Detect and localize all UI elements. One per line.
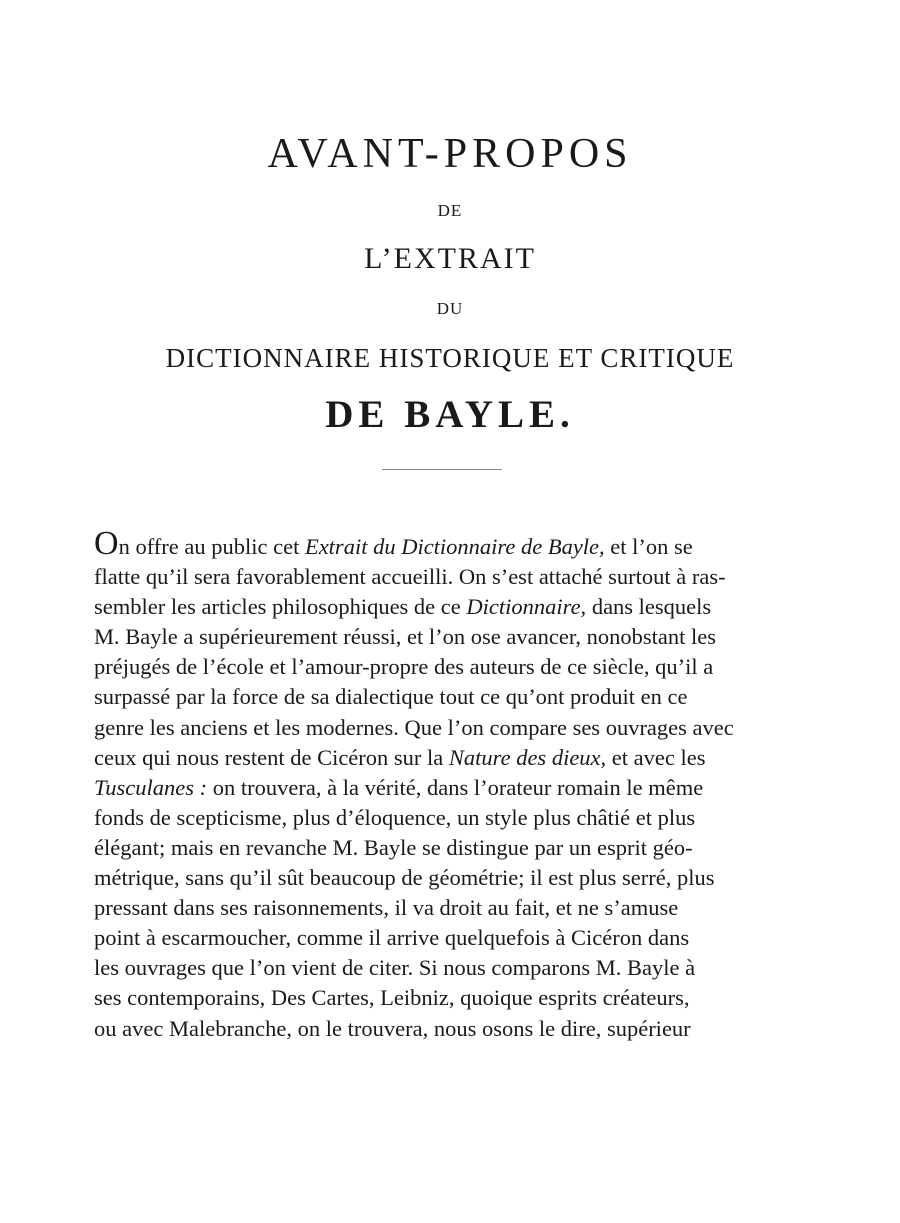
text-line: [94, 592, 800, 622]
text-line: [94, 773, 800, 803]
main-title: AVANT-PROPOS: [267, 131, 633, 177]
text-line: flatte qu’il sera favorablement accueilli. On s’est attaché surtout à ras-: [94, 564, 726, 590]
text-run: ceux qui nous restent de Cicéron sur la: [94, 744, 449, 770]
divider-rule: [382, 469, 502, 470]
title-de: DE: [437, 201, 463, 220]
text-run: dans lesquels: [586, 594, 712, 620]
title-du: DU: [436, 299, 464, 318]
drop-cap: O: [94, 525, 119, 562]
italic-title: Tusculanes :: [94, 774, 208, 800]
title-dictionnaire: DICTIONNAIRE HISTORIQUE ET CRITIQUE: [165, 343, 735, 373]
text-line: M. Bayle a supérieurement réussi, et l’on ose avancer, nonobstant les: [94, 624, 717, 650]
text-line: surpassé par la force de sa dialectique tout ce qu’ont produit en ce: [94, 684, 688, 710]
italic-title: Nature des dieux,: [448, 744, 607, 770]
title-extrait: L’EXTRAIT: [364, 242, 536, 275]
text-line: préjugés de l’école et l’amour-propre des auteurs de ce siècle, qu’il a: [94, 654, 714, 680]
text-line: [94, 743, 800, 773]
text-line: pressant dans ses raisonnements, il va droit au fait, et ne s’amuse: [94, 895, 679, 921]
text-line: genre les anciens et les modernes. Que l’on compare ses ouvrages avec: [94, 714, 734, 740]
text-line: élégant; mais en revanche M. Bayle se distingue par un esprit géo-: [94, 834, 693, 860]
italic-title: Dictionnaire,: [466, 594, 587, 620]
text-run: sembler les articles philosophiques de ce: [94, 594, 467, 620]
text-line: fonds de scepticisme, plus d’éloquence, un style plus châtié et plus: [94, 804, 696, 830]
text-line: ou avec Malebranche, on le trouvera, nous osons le dire, supérieur: [94, 1015, 691, 1041]
text-run: on trouvera, à la vérité, dans l’orateur romain le même: [207, 774, 704, 800]
text-run: et l’on se: [604, 534, 693, 559]
title-bayle: DE BAYLE.: [325, 393, 575, 436]
text-line: les ouvrages que l’on vient de citer. Si nous comparons M. Bayle à: [94, 955, 696, 981]
text-line: ses contemporains, Des Cartes, Leibniz, quoique esprits créateurs,: [94, 985, 690, 1011]
text-run: n offre au public cet: [118, 534, 305, 559]
body-paragraph: [94, 525, 800, 1044]
text-line: [94, 525, 800, 562]
text-line: métrique, sans qu’il sût beaucoup de géométrie; il est plus serré, plus: [94, 865, 715, 891]
text-line: point à escarmoucher, comme il arrive quelquefois à Cicéron dans: [94, 925, 690, 951]
italic-title: Extrait du Dictionnaire de Bayle,: [304, 534, 605, 559]
text-run: et avec les: [606, 744, 706, 770]
